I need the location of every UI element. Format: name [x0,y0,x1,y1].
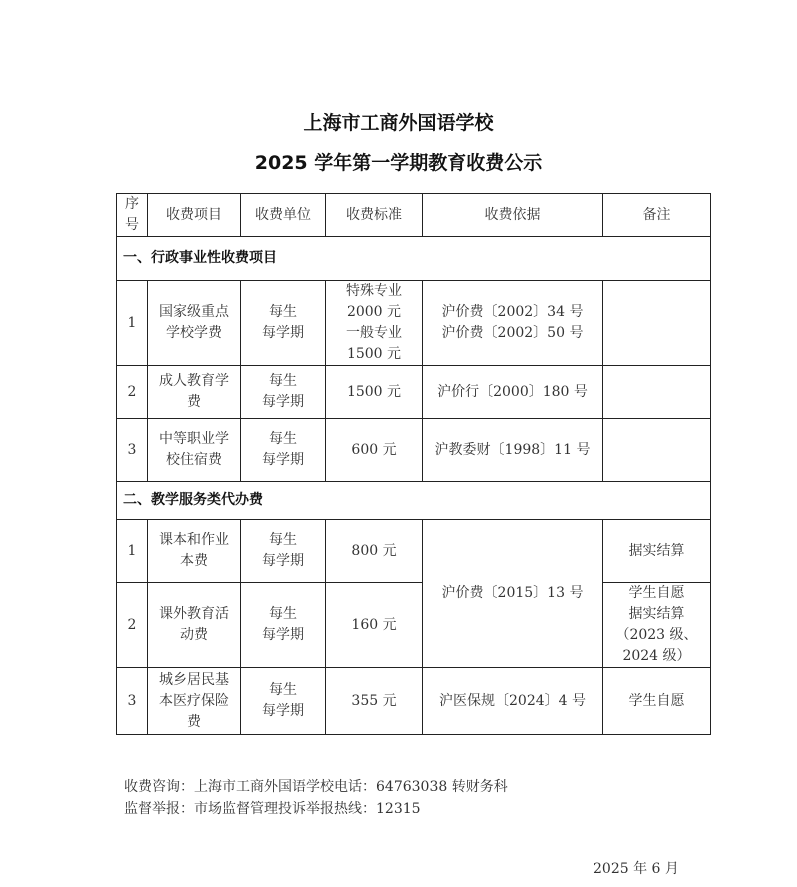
table-row [117,520,711,583]
row-unit: 每生 每学期 [241,668,326,735]
table-row [117,366,711,419]
school-name-title: 上海市工商外国语学校 [303,112,494,134]
table-header-row [117,194,711,237]
section-row-service [117,482,711,520]
row-seq: 2 [117,366,148,419]
row-seq: 3 [117,668,148,735]
header-standard: 收费标准 [326,194,423,237]
row-standard: 355 元 [326,668,423,735]
notice-date: 2025 年 6 月 [593,861,679,877]
row-remarks: 据实结算 [603,520,711,583]
header-remarks: 备注 [603,194,711,237]
row-basis-shared: 沪价费〔2015〕13 号 [423,520,603,668]
row-seq: 1 [117,281,148,366]
row-basis: 沪价费〔2002〕34 号 沪价费〔2002〕50 号 [423,281,603,366]
row-item: 课本和作业本费 [148,520,241,583]
row-seq: 2 [117,583,148,668]
row-unit: 每生 每学期 [241,281,326,366]
row-unit: 每生 每学期 [241,419,326,482]
table-row [117,281,711,366]
section-title: 一、行政事业性收费项目 [117,237,711,281]
row-basis: 沪医保规〔2024〕4 号 [423,668,603,735]
row-remarks [603,281,711,366]
fee-table [116,193,711,735]
row-unit: 每生 每学期 [241,583,326,668]
complaint-hotline-line: 监督举报：市场监督管理投诉举报热线：12315 [124,801,421,817]
row-standard: 特殊专业 2000 元 一般专业 1500 元 [326,281,423,366]
row-remarks [603,419,711,482]
header-unit: 收费单位 [241,194,326,237]
row-unit: 每生 每学期 [241,366,326,419]
row-remarks [603,366,711,419]
row-item: 课外教育活动费 [148,583,241,668]
notice-title: 2025 学年第一学期教育收费公示 [254,152,543,174]
row-standard: 160 元 [326,583,423,668]
row-seq: 3 [117,419,148,482]
table-row [117,583,711,668]
row-remarks: 学生自愿 [603,668,711,735]
row-item: 国家级重点学校学费 [148,281,241,366]
row-remarks: 学生自愿 据实结算 （2023 级、 2024 级） [603,583,711,668]
row-standard: 1500 元 [326,366,423,419]
row-standard: 800 元 [326,520,423,583]
section-title: 二、教学服务类代办费 [117,482,711,520]
row-basis: 沪教委财〔1998〕11 号 [423,419,603,482]
fee-inquiry-line: 收费咨询：上海市工商外国语学校电话：64763038 转财务科 [124,779,508,795]
header-item: 收费项目 [148,194,241,237]
section-row-administrative [117,237,711,281]
row-seq: 1 [117,520,148,583]
row-standard: 600 元 [326,419,423,482]
row-item: 成人教育学费 [148,366,241,419]
row-unit: 每生 每学期 [241,520,326,583]
header-basis: 收费依据 [423,194,603,237]
table-row [117,419,711,482]
row-item: 城乡居民基本医疗保险费 [148,668,241,735]
row-basis: 沪价行〔2000〕180 号 [423,366,603,419]
table-row [117,668,711,735]
header-seq: 序号 [117,194,148,237]
row-item: 中等职业学校住宿费 [148,419,241,482]
